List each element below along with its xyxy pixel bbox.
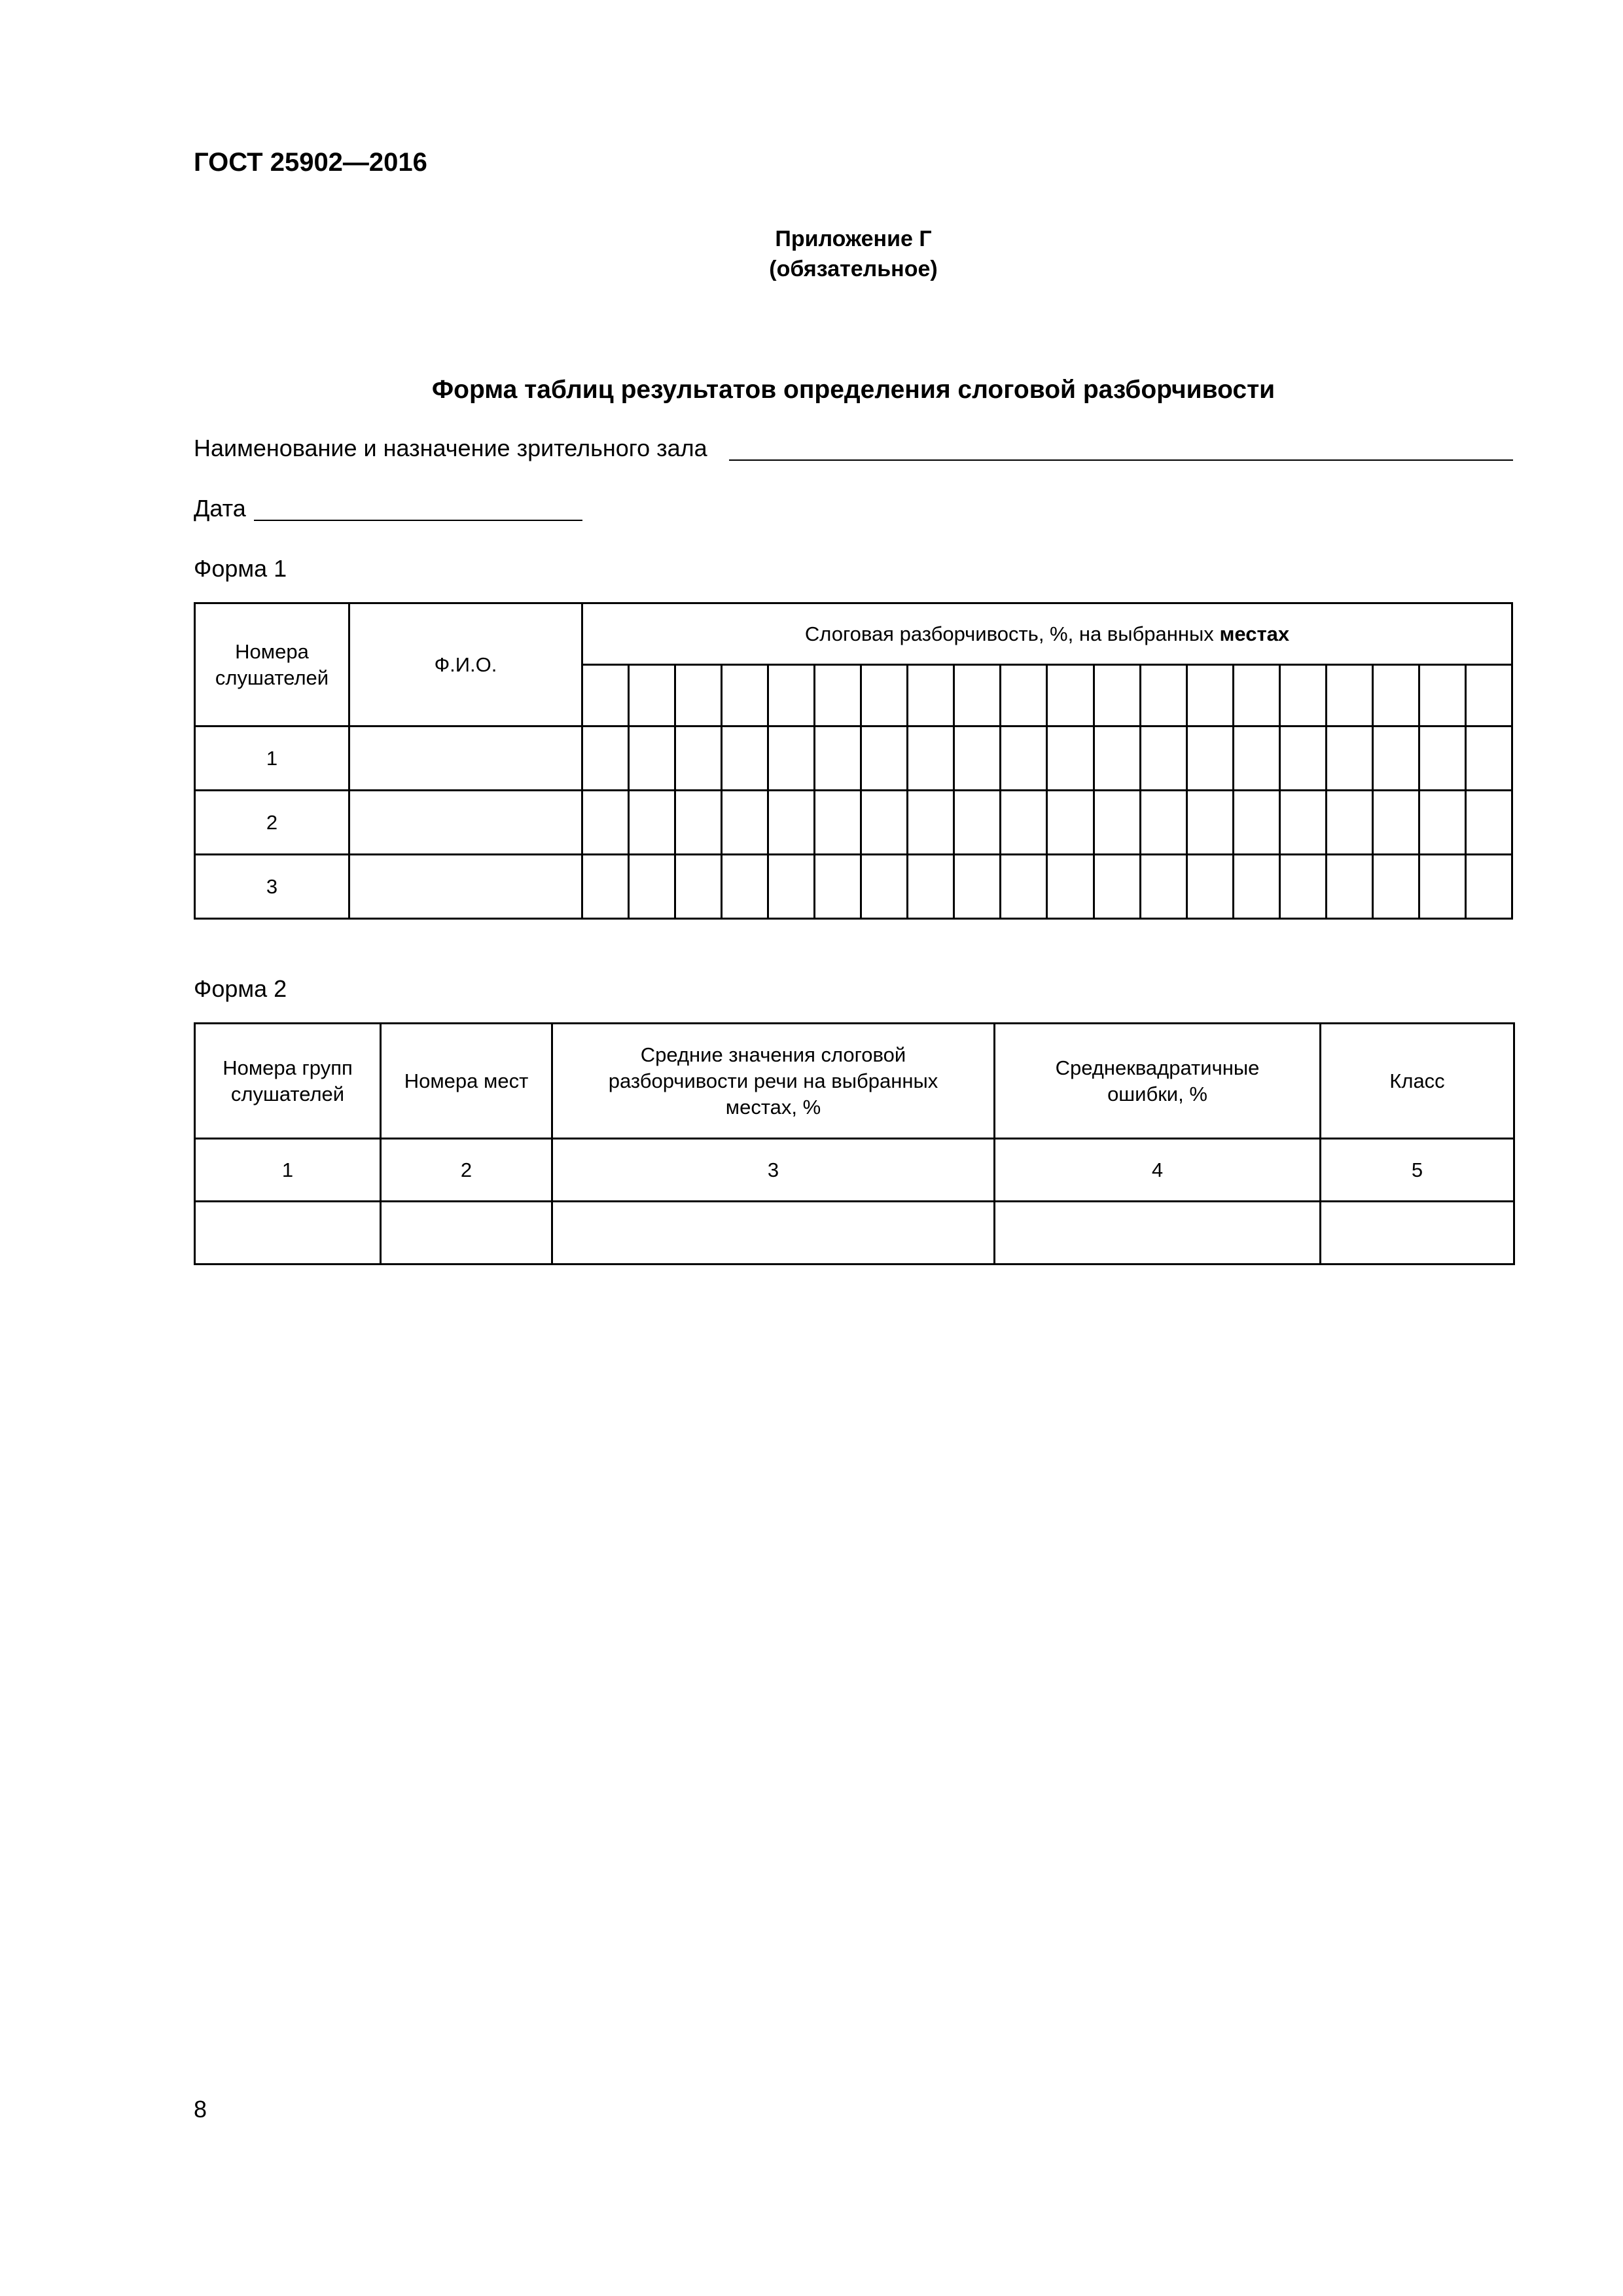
form1-place-col bbox=[1419, 665, 1465, 726]
hall-name-line bbox=[729, 459, 1513, 461]
form2-label: Форма 2 bbox=[194, 975, 287, 1002]
form2-header-mean: Средние значения слоговой разборчивости речи на выбранных местах, % bbox=[552, 1024, 995, 1139]
form1-place-col bbox=[675, 665, 722, 726]
form2-table bbox=[194, 1022, 1515, 1265]
page-title: Форма таблиц результатов определения слоговой разборчивости bbox=[431, 376, 1275, 404]
form2-cell bbox=[381, 1202, 552, 1265]
standard-number: ГОСТ 25902—2016 bbox=[194, 148, 427, 177]
form1-header-intelligibility-bold: местах bbox=[1219, 622, 1290, 645]
form2-cell bbox=[195, 1202, 381, 1265]
form1-header-intelligibility bbox=[582, 603, 1512, 665]
form1-place-col bbox=[1326, 665, 1372, 726]
form2-header-places: Номера мест bbox=[381, 1024, 552, 1139]
form1-header-fio: Ф.И.О. bbox=[349, 603, 582, 726]
form2-header-groups: Номера групп слушателей bbox=[195, 1024, 381, 1139]
table-row bbox=[195, 855, 1512, 919]
form1-place-col bbox=[1186, 665, 1233, 726]
form1-table bbox=[194, 602, 1513, 920]
form1-place-col bbox=[1094, 665, 1140, 726]
form1-place-col bbox=[1372, 665, 1419, 726]
form1-place-col bbox=[768, 665, 815, 726]
form1-place-col bbox=[722, 665, 768, 726]
form1-place-col bbox=[861, 665, 908, 726]
date-line bbox=[254, 520, 582, 521]
form1-cell bbox=[349, 726, 582, 791]
page-number: 8 bbox=[194, 2096, 207, 2123]
form1-place-col bbox=[629, 665, 675, 726]
form2-header-rms: Среднеквадратичные ошибки, % bbox=[995, 1024, 1321, 1139]
form1-place-col bbox=[1047, 665, 1094, 726]
form1-header-intelligibility-text: Слоговая разборчивость, %, на выбранных bbox=[804, 622, 1220, 645]
form1-place-col bbox=[1465, 665, 1512, 726]
hall-name-label: Наименование и назначение зрительного зала bbox=[194, 435, 707, 461]
table-row bbox=[195, 1139, 1514, 1202]
form2-header-class: Класс bbox=[1321, 1024, 1514, 1139]
form1-place-col bbox=[954, 665, 1001, 726]
form2-cell bbox=[552, 1202, 995, 1265]
form1-place-col bbox=[908, 665, 954, 726]
appendix-status: (обязательное) bbox=[769, 257, 938, 281]
form1-row-number: 2 bbox=[195, 791, 349, 855]
form2-col-number: 5 bbox=[1321, 1139, 1514, 1202]
form1-label: Форма 1 bbox=[194, 555, 287, 582]
date-label: Дата bbox=[194, 495, 246, 522]
form2-col-number: 1 bbox=[195, 1139, 381, 1202]
form1-row-number: 3 bbox=[195, 855, 349, 919]
table-row bbox=[195, 1202, 1514, 1265]
appendix-title: Приложение Г bbox=[775, 226, 932, 251]
form1-header-listeners: Номера слушателей bbox=[195, 603, 349, 726]
form2-cell bbox=[995, 1202, 1321, 1265]
form1-place-col bbox=[582, 665, 629, 726]
form1-place-col bbox=[1279, 665, 1326, 726]
table-row bbox=[195, 726, 1512, 791]
form1-cell bbox=[349, 855, 582, 919]
form1-place-col bbox=[1001, 665, 1047, 726]
form1-cell bbox=[349, 791, 582, 855]
form1-place-col bbox=[1233, 665, 1279, 726]
table-row bbox=[195, 791, 1512, 855]
form2-cell bbox=[1321, 1202, 1514, 1265]
form1-place-col bbox=[815, 665, 861, 726]
form2-col-number: 2 bbox=[381, 1139, 552, 1202]
form1-row-number: 1 bbox=[195, 726, 349, 791]
form2-col-number: 3 bbox=[552, 1139, 995, 1202]
form1-place-col bbox=[1140, 665, 1186, 726]
form2-col-number: 4 bbox=[995, 1139, 1321, 1202]
